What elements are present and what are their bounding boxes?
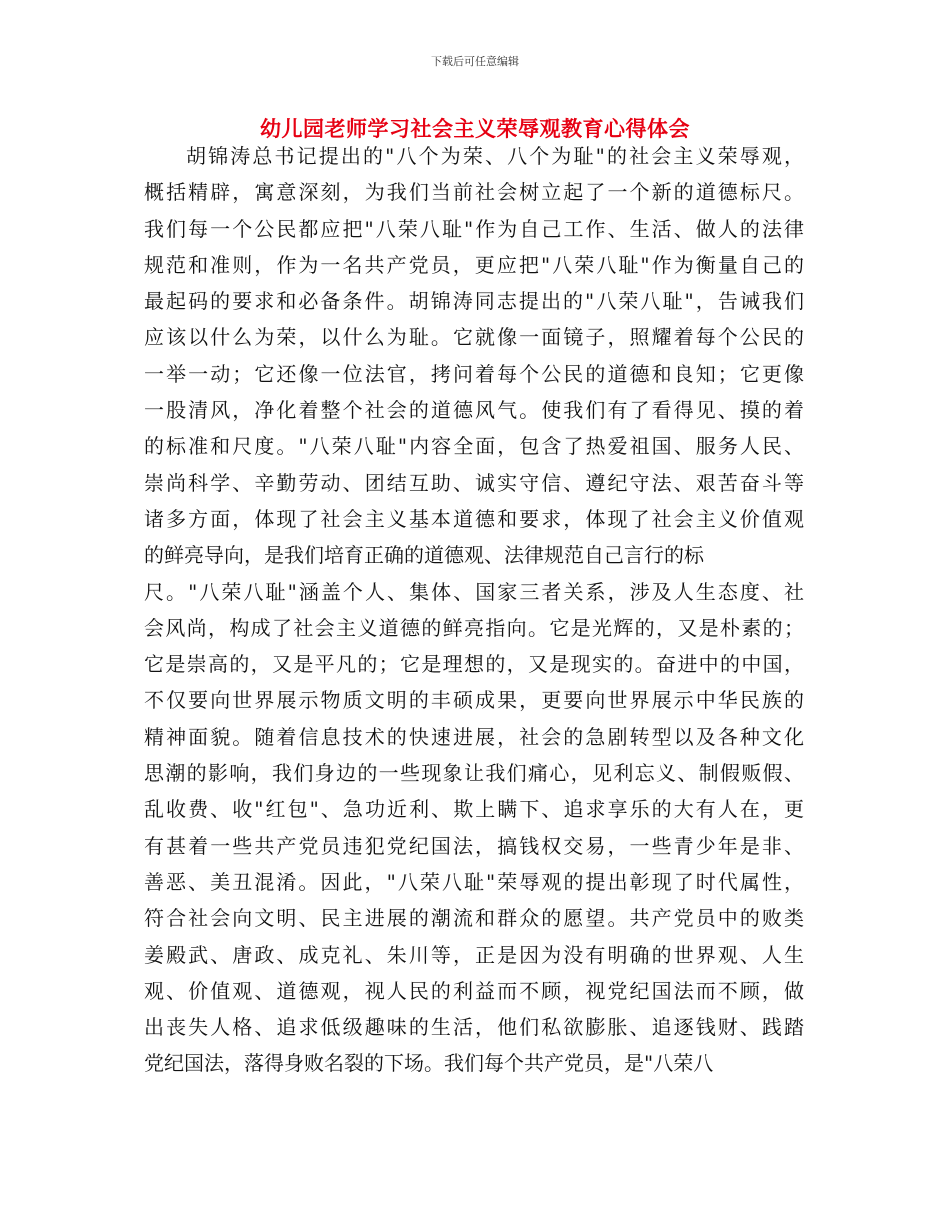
document-body [144,138,804,1082]
body-line: 精神面貌。随着信息技术的快速进展，社会的急剧转型以及各种文化 [144,724,804,749]
body-line: 胡锦涛总书记提出的"八个为荣、八个为耻"的社会主义荣辱观， [186,144,804,168]
body-line: 一股清风，净化着整个社会的道德风气。使我们有了看得见、摸的着 [144,398,804,423]
body-line: 会风尚，构成了社会主义道德的鲜亮指向。它是光辉的，又是朴素的； [144,615,804,640]
header-note: 下载后可任意编辑 [431,55,519,68]
body-line: 乱收费、收"红包"、急功近利、欺上瞒下、追求享乐的大有人在，更 [144,797,804,822]
document-title: 幼儿园老师学习社会主义荣辱观教育心得体会 [260,116,690,141]
body-line: 最起码的要求和必备条件。胡锦涛同志提出的"八荣八耻"，告诫我们 [144,289,804,314]
body-line: 出丧失人格、追求低级趣味的生活，他们私欲膨胀、追逐钱财、践踏 [144,1015,804,1040]
body-line: 的标准和尺度。"八荣八耻"内容全面，包含了热爱祖国、服务人民、 [144,434,804,459]
body-line: 党纪国法，落得身败名裂的下场。我们每个共产党员，是"八荣八 [144,1051,714,1076]
body-line: 符合社会向文明、民主进展的潮流和群众的愿望。共产党员中的败类 [144,906,804,931]
body-line: 它是崇高的，又是平凡的；它是理想的，又是现实的。奋进中的中国， [144,652,804,677]
body-line: 崇尚科学、辛勤劳动、团结互助、诚实守信、遵纪守法、艰苦奋斗等 [144,470,804,495]
body-line: 尺。"八荣八耻"涵盖个人、集体、国家三者关系，涉及人生态度、社 [144,579,804,604]
body-line: 不仅要向世界展示物质文明的丰硕成果，更要向世界展示中华民族的 [144,688,804,713]
body-line: 观、价值观、道德观，视人民的利益而不顾，视党纪国法而不顾，做 [144,978,804,1003]
body-line: 有甚着一些共产党员违犯党纪国法，搞钱权交易，一些青少年是非、 [144,833,804,858]
body-line: 善恶、美丑混淆。因此，"八荣八耻"荣辱观的提出彰现了时代属性， [144,869,804,894]
body-line: 我们每一个公民都应把"八荣八耻"作为自己工作、生活、做人的法律 [144,216,804,241]
body-line: 姜殿武、唐政、成克礼、朱川等，正是因为没有明确的世界观、人生 [144,942,804,967]
body-line: 诸多方面，体现了社会主义基本道德和要求，体现了社会主义价值观 [144,506,804,531]
body-line: 思潮的影响，我们身边的一些现象让我们痛心，见利忘义、制假贩假、 [144,761,804,786]
body-line: 规范和准则，作为一名共产党员，更应把"八荣八耻"作为衡量自己的 [144,252,804,277]
body-line: 一举一动；它还像一位法官，拷问着每个公民的道德和良知；它更像 [144,361,804,386]
body-line: 的鲜亮导向，是我们培育正确的道德观、法律规范自己言行的标 [144,543,704,568]
body-line: 应该以什么为荣，以什么为耻。它就像一面镜子，照耀着每个公民的 [144,325,804,350]
body-line: 概括精辟，寓意深刻，为我们当前社会树立起了一个新的道德标尺。 [144,180,804,205]
